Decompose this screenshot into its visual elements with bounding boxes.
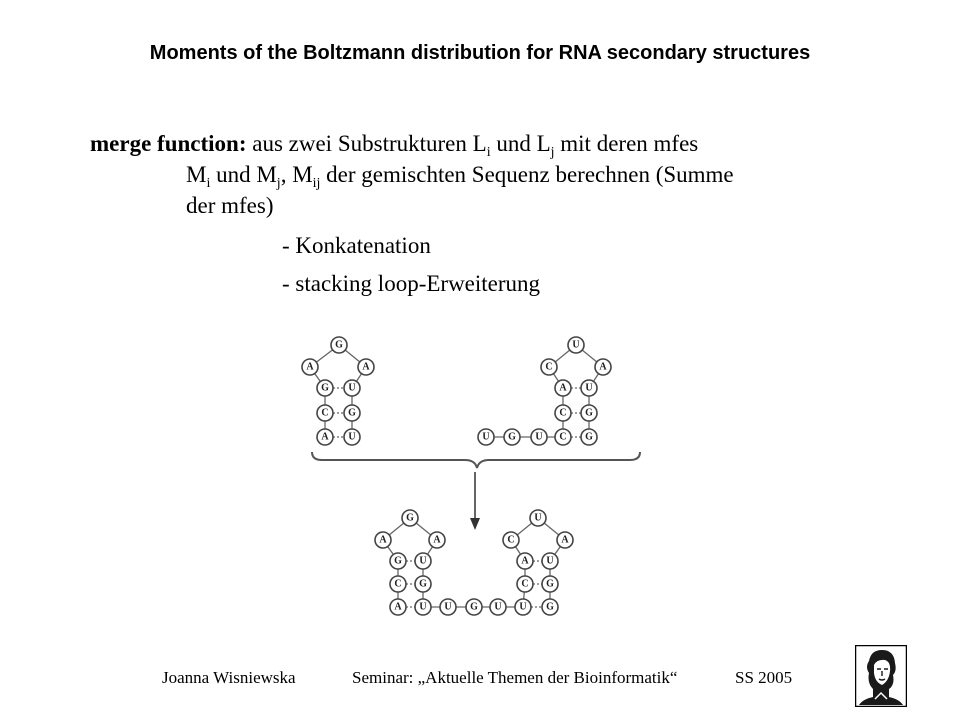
nucleotide-node — [517, 553, 533, 569]
svg-text:G: G — [585, 431, 593, 443]
svg-text:A: A — [599, 361, 607, 373]
footer-term: SS 2005 — [735, 668, 793, 687]
svg-text:U: U — [585, 382, 593, 394]
nucleotide-node — [375, 532, 391, 548]
footer-author: Joanna Wisniewska — [162, 668, 296, 687]
nucleotide-node — [440, 599, 456, 615]
svg-text:U: U — [519, 601, 527, 613]
nucleotide-node — [503, 532, 519, 548]
merge-arrow — [470, 472, 480, 530]
nucleotide-node — [568, 337, 584, 353]
svg-text:A: A — [379, 534, 387, 546]
nucleotide-node — [542, 576, 558, 592]
nucleotide-node — [541, 359, 557, 375]
subscript: i — [486, 145, 491, 160]
nucleotide-node — [317, 380, 333, 396]
text-fragment: M — [186, 162, 207, 187]
nucleotide-node — [581, 405, 597, 421]
nucleotide-node — [415, 553, 431, 569]
nucleotide-node — [390, 576, 406, 592]
svg-text:G: G — [508, 431, 516, 443]
nucleotide-node — [531, 429, 547, 445]
nucleotide-node — [402, 510, 418, 526]
left-hairpin — [302, 337, 374, 445]
subscript: i — [206, 176, 211, 191]
svg-text:U: U — [494, 601, 502, 613]
nucleotide-node — [530, 510, 546, 526]
svg-text:U: U — [348, 382, 356, 394]
nucleotide-node — [581, 380, 597, 396]
nucleotide-node — [504, 429, 520, 445]
subscript: j — [550, 145, 555, 160]
nucleotide-node — [555, 380, 571, 396]
svg-text:C: C — [507, 534, 515, 546]
nucleotide-node — [344, 380, 360, 396]
footer-seminar: Seminar: „Aktuelle Themen der Bioinformatik“ — [352, 668, 678, 687]
nucleotide-node — [581, 429, 597, 445]
bullet-konkatenation: - Konkatenation — [282, 233, 431, 258]
nucleotide-node — [595, 359, 611, 375]
nucleotide-node — [390, 599, 406, 615]
nucleotide-node — [555, 405, 571, 421]
svg-text:U: U — [572, 339, 580, 351]
nucleotide-node — [344, 429, 360, 445]
portrait-logo — [855, 645, 907, 707]
svg-text:C: C — [559, 431, 567, 443]
nucleotide-node — [358, 359, 374, 375]
nucleotide-node — [429, 532, 445, 548]
svg-text:U: U — [348, 431, 356, 443]
svg-text:G: G — [419, 578, 427, 590]
svg-text:U: U — [444, 601, 452, 613]
term-label: merge function: — [90, 131, 247, 156]
svg-text:C: C — [394, 578, 402, 590]
svg-text:U: U — [419, 555, 427, 567]
nucleotide-node — [555, 429, 571, 445]
text-fragment: mit deren mfes — [554, 131, 699, 156]
nucleotide-node — [344, 405, 360, 421]
svg-text:G: G — [470, 601, 478, 613]
svg-text:C: C — [545, 361, 553, 373]
nucleotide-node — [542, 599, 558, 615]
nucleotide-node — [542, 553, 558, 569]
svg-text:G: G — [394, 555, 402, 567]
svg-text:A: A — [362, 361, 370, 373]
svg-text:G: G — [546, 578, 554, 590]
text-fragment: und L — [490, 131, 551, 156]
nucleotide-node — [490, 599, 506, 615]
nucleotide-node — [317, 405, 333, 421]
svg-text:U: U — [419, 601, 427, 613]
svg-text:A: A — [321, 431, 329, 443]
nucleotide-node — [317, 429, 333, 445]
nucleotide-node — [517, 576, 533, 592]
text-fragment: der gemischten Sequenz berechnen (Summe — [320, 162, 734, 187]
svg-text:A: A — [559, 382, 567, 394]
svg-text:U: U — [482, 431, 490, 443]
nucleotide-node — [415, 576, 431, 592]
right-hairpin — [478, 337, 611, 445]
svg-text:A: A — [521, 555, 529, 567]
svg-text:G: G — [585, 407, 593, 419]
bullet-stacking-loop: - stacking loop-Erweiterung — [282, 271, 541, 296]
merge-brace — [312, 452, 640, 468]
nucleotide-node — [331, 337, 347, 353]
svg-text:C: C — [321, 407, 329, 419]
subscript: ij — [312, 176, 321, 191]
svg-text:G: G — [546, 601, 554, 613]
svg-text:A: A — [394, 601, 402, 613]
svg-text:G: G — [406, 512, 414, 524]
svg-text:G: G — [321, 382, 329, 394]
nucleotide-node — [415, 599, 431, 615]
subscript: j — [276, 176, 281, 191]
svg-text:C: C — [559, 407, 567, 419]
svg-text:U: U — [534, 512, 542, 524]
svg-text:U: U — [546, 555, 554, 567]
svg-text:C: C — [521, 578, 529, 590]
text-fragment: und M — [210, 162, 277, 187]
slide-title: Moments of the Boltzmann distribution for RNA secondary structures — [149, 42, 811, 64]
svg-text:G: G — [335, 339, 343, 351]
nucleotide-node — [515, 599, 531, 615]
svg-text:A: A — [306, 361, 314, 373]
svg-text:A: A — [433, 534, 441, 546]
nucleotide-node — [478, 429, 494, 445]
text-fragment: , M — [280, 162, 313, 187]
definition-line-3: der mfes) — [186, 193, 274, 218]
nucleotide-node — [466, 599, 482, 615]
nucleotide-node — [302, 359, 318, 375]
svg-text:A: A — [561, 534, 569, 546]
svg-text:G: G — [348, 407, 356, 419]
nucleotide-node — [557, 532, 573, 548]
text-fragment: aus zwei Substrukturen L — [246, 131, 487, 156]
nucleotide-node — [390, 553, 406, 569]
svg-text:U: U — [535, 431, 543, 443]
